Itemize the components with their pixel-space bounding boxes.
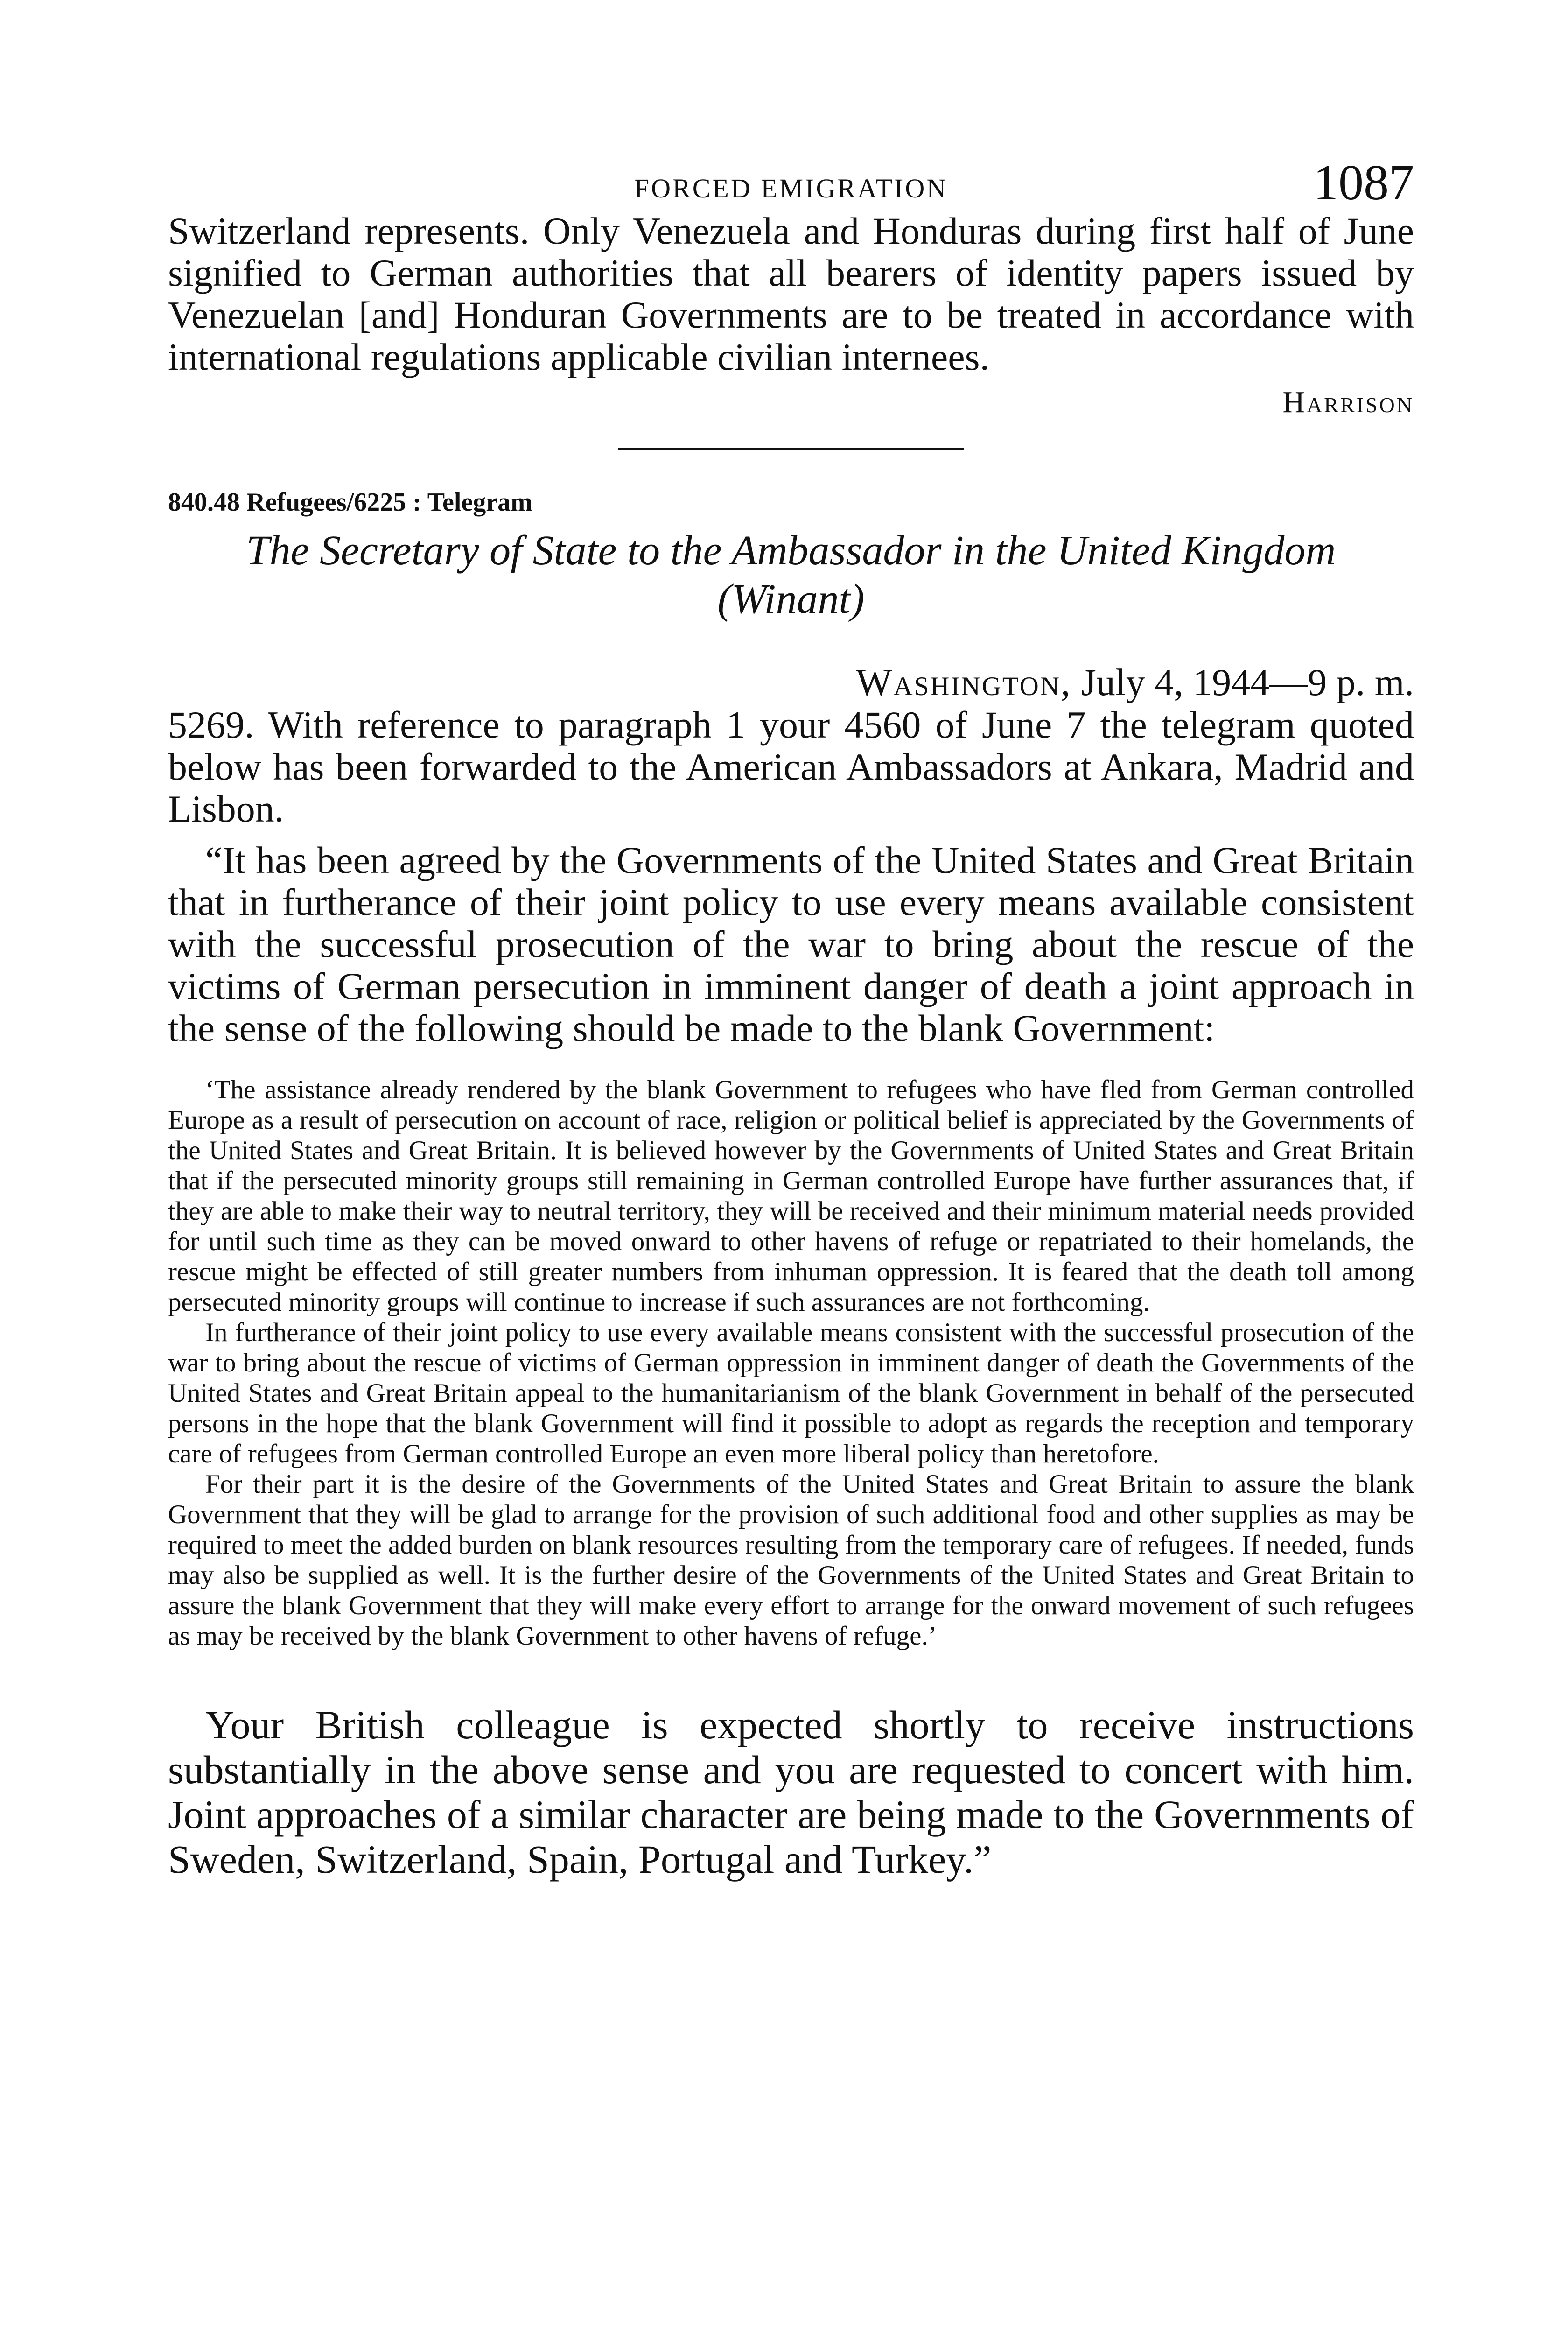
running-title: FORCED EMIGRATION: [634, 173, 948, 204]
closing-paragraph: Your British colleague is expected shortly to receive instructions substantially in the above sense and you are requested to concert with him. Joint approaches of a similar character are being made to the Governments of Sweden, Switzerland, Spain, Portugal and Turkey.”: [168, 1702, 1414, 1882]
section-divider: [618, 448, 964, 450]
signature: Harrison: [1282, 385, 1414, 419]
dateline-place: Washington,: [856, 661, 1072, 703]
quote-paragraph: For their part it is the desire of the Governments of the United States and Great Britain to assure the blank Government that they will be glad to arrange for the provision of such additional food and other supplies as may be required to meet the added burden on blank resources resulting from the temporary care of refugees. If needed, funds may also be supplied as well. It is the further desire of the Governments of the United States and Great Britain to assure the blank Government that they will make every effort to arrange for the onward movement of such refugees as may be received by the blank Government to other havens of refuge.’: [168, 1469, 1414, 1651]
quote-paragraph: ‘The assistance already rendered by the blank Government to refugees who have fled from German controlled Europe as a result of persecution on account of race, religion or political belief is appreciated by the Governments of the United States and Great Britain. It is believed however by the Governments of United States and Great Britain that if the persecuted minority groups still remaining in German controlled Europe have further assurances that, if they are able to make their way to neutral territory, they will be received and their minimum material needs provided for until such time as they can be moved onward to other havens of refuge or repatriated to their homelands, the rescue might be effected of still greater numbers from inhuman oppression. It is feared that the death toll among persecuted minority groups will continue to increase if such assurances are not forthcoming.: [168, 1075, 1414, 1317]
document-heading: [168, 527, 1414, 624]
document-page: [168, 154, 1414, 1882]
dateline: [168, 661, 1414, 704]
telegram-paragraph-1: 5269. With reference to paragraph 1 your 4560 of June 7 the telegram quoted below has been forwarded to the American Ambassadors at Ankara, Madrid and Lisbon.: [168, 703, 1414, 830]
running-head: [168, 154, 1414, 210]
continuation-paragraph: Switzerland represents. Only Venezuela and Honduras during first half of June signified to German authorities that all bearers of identity papers issued by Venezuelan [and] Honduran Governments are to be treated in accordance with international regulations applicable civilian internees.: [168, 210, 1414, 378]
telegram-paragraph-2: “It has been agreed by the Governments of the United States and Great Britain that in furtherance of their joint policy to use every means available consistent with the successful prosecution of the war to bring about the rescue of the victims of German persecution in imminent danger of death a joint approach in the sense of the following should be made to the blank Government:: [168, 839, 1414, 1049]
quoted-message: [168, 1075, 1414, 1651]
dateline-date: July 4, 1944—9 p. m.: [1081, 661, 1414, 703]
file-number: 840.48 Refugees/6225 : Telegram: [168, 488, 532, 517]
quote-paragraph: In furtherance of their joint policy to use every available means consistent with the successful prosecution of the war to bring about the rescue of victims of German oppression in imminent danger of death the Governments of the United States and Great Britain appeal to the humanitarianism of the blank Government in behalf of the persecuted persons in the hope that the blank Government will find it possible to adopt as regards the reception and temporary care of refugees from German controlled Europe an even more liberal policy than heretofore.: [168, 1318, 1414, 1469]
heading-line-1: The Secretary of State to the Ambassador in the United Kingdom: [246, 527, 1336, 574]
page-number: 1087: [1313, 155, 1414, 211]
heading-line-2: (Winant): [717, 576, 865, 622]
